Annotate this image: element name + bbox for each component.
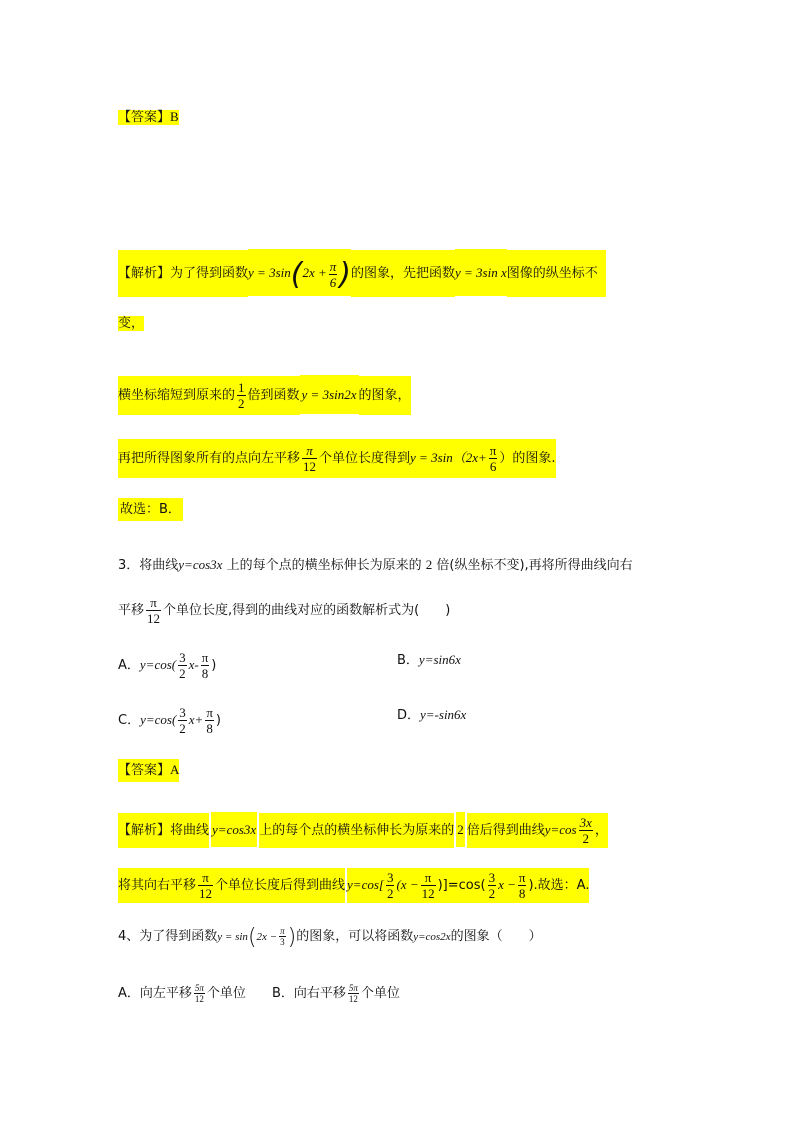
option-eq: x- [188,657,199,672]
analysis-text: ， [594,823,608,838]
stem-text: 上的每个点的横坐标伸长为原来的 [226,558,422,573]
q2-answer-line [118,107,179,128]
frac-num: π [280,926,285,936]
q4-option-b[interactable] [271,983,400,1004]
q4-option-a[interactable] [118,983,246,1004]
analysis-eq: )]=cos( [437,878,486,893]
option-eq: x+ [188,712,204,727]
analysis-text: .故选：A. [533,878,590,893]
frac-den: 12 [348,994,358,1004]
frac-num: π [489,443,497,458]
frac-num: 3x [579,815,592,830]
frac-num: 3 [179,705,186,720]
analysis-text: 横坐标缩短到原来的 [118,376,235,415]
frac-num: π [146,595,161,611]
equation: y = 3sin2x [300,375,359,414]
analysis-eq: ) [528,878,534,893]
frac-den: 6 [489,459,497,474]
analysis-text: 的图象，先把函数 [351,250,455,297]
analysis-eq: y=cos [544,822,577,837]
option-eq: y=cos( [139,657,177,672]
answer-value: B [170,109,179,124]
q3-stem-line-1 [118,555,633,576]
option-label: D． [397,708,421,723]
frac-den: 6 [329,275,337,290]
stem-equation: y=cos3x [178,557,223,572]
q3-answer-line [118,760,179,781]
frac-den: 12 [147,611,161,626]
analysis-eq: y=cos3x [211,812,257,847]
frac-num: 3 [179,650,186,665]
option-eq: y=-sin6x [420,707,467,722]
stem-equation: y = sin [217,931,248,943]
conclusion-text: 故选：B． [118,498,183,521]
q2-analysis-line-3 [118,443,556,474]
stem-number: 2 [425,557,433,572]
q4-options [118,983,400,1004]
analysis-text: 的图象， [359,376,411,415]
frac-den: 2 [582,831,589,846]
analysis-text: 将其向右平移 [118,868,196,903]
frac-num: 3 [386,870,394,885]
q3-analysis-line-2 [118,870,589,901]
frac-num: 3 [488,870,496,885]
frac-num: 5π [348,983,358,993]
q3-analysis-line-1 [118,815,608,846]
analysis-text: 变， [118,316,145,331]
q3-stem-line-2 [118,595,450,626]
stem-equation: y=cos2x [413,931,451,943]
frac-den: 12 [421,886,435,901]
stem-text: 4、为了得到函数 [118,929,218,944]
equation-base: y = 3sin x [455,249,507,296]
option-eq: y=sin6x [418,652,461,667]
q3-option-c[interactable] [118,705,221,736]
option-eq: ) [211,658,217,673]
frac-den: 2 [488,886,496,901]
frac-num: π [206,705,213,720]
answer-value: A [170,762,180,777]
frac-num: π [201,650,209,665]
analysis-text: 将曲线 [170,823,210,838]
frac-den: 2 [179,721,186,736]
q3-option-b[interactable] [397,650,461,671]
option-text: 个单位 [360,986,400,1001]
analysis-text: 上的每个点的横坐标伸长为原来的 [259,813,454,848]
analysis-text: 再把所得图象所有的点向左平移 [118,439,300,478]
frac-den: 8 [518,886,526,901]
q2-analysis-line-1 [118,257,606,293]
option-label: B．向右平移 [271,986,346,1001]
frac-num: π [421,870,436,886]
analysis-text: 倍到函数 [248,376,300,415]
analysis-eq: (x − [396,877,419,892]
frac-den: 2 [179,666,186,681]
frac-num: 5π [194,983,204,993]
frac-num: π [302,443,317,459]
stem-text: 平移 [118,603,145,618]
analysis-eq: y=cos[ [347,877,384,892]
frac-den: 12 [303,459,317,474]
frac-den: 3 [280,937,285,947]
option-label: A．向左平移 [118,986,192,1001]
q3-option-d[interactable] [397,705,466,726]
q4-stem: 4、为了得到函数y = sin(2x − $\frac{\pi}{3}$ )的图象，可以将函数y=cos2x的图象（ ） [118,925,542,950]
answer-tag: 【答案】 [118,763,171,778]
stem-text: 倍(纵坐标不变),再将所得曲线向右 [436,558,633,573]
frac-num: π [518,870,526,885]
frac-den: 12 [194,994,204,1004]
analysis-tag: 【解析】 [118,266,171,282]
stem-text: 的图象，可以将函数 [296,929,414,944]
option-eq: y=cos( [140,712,177,727]
stem-text: 个单位长度,得到的曲线对应的函数解析式为( ) [163,603,451,618]
analysis-text: 的图象. [512,451,556,466]
frac-den: 8 [201,666,209,681]
option-label: C． [118,713,141,728]
analysis-text: 个单位长度后得到曲线 [215,868,345,903]
q2-analysis-line-1-cont [118,314,144,334]
stem-text: 的图象（ ） [450,929,542,944]
eq-lhs: y = 3sin（2x+ [410,450,487,465]
frac-num: π [329,259,337,274]
stem-text: 3．将曲线 [118,558,179,573]
analysis-text: 个单位长度得到 [319,439,410,478]
frac-num: 1 [238,380,245,395]
eq-inner: 2x + [302,265,327,281]
analysis-text: 倍后得到曲线 [467,813,545,848]
analysis-eq: x − [498,877,516,892]
q3-option-a[interactable] [118,650,216,681]
q2-analysis-line-2 [118,380,411,411]
option-text: 个单位 [206,986,246,1001]
analysis-tag: 【解析】 [118,823,171,838]
frac-den: 12 [199,886,213,901]
option-eq: ) [215,713,221,728]
option-label: A． [118,658,140,673]
analysis-text: 为了得到函数 [170,266,249,282]
analysis-number: 2 [456,812,465,847]
stem-equation: 2x − [256,931,278,943]
q2-conclusion [118,500,183,520]
frac-den: 2 [386,886,394,901]
frac-den: 8 [206,721,213,736]
frac-den: 2 [238,396,245,411]
frac-num: π [198,870,213,886]
eq-lhs: y = 3sin [248,265,291,281]
analysis-text: 图像的纵坐标不 [507,250,606,297]
option-label: B． [397,653,419,668]
eq-rhs: ） [499,451,513,466]
equation-target: y = 3sin(2x + $\frac{\pi}{6}$ ) [248,249,351,296]
answer-tag: 【答案】 [118,110,171,125]
